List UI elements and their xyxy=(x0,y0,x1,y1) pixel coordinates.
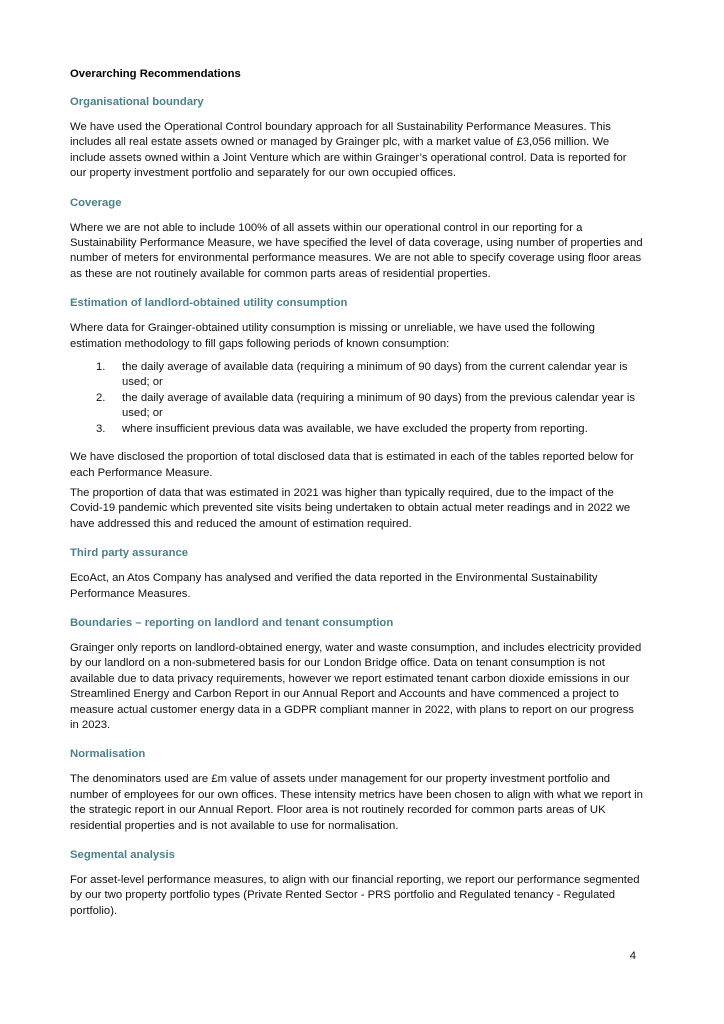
paragraph-estimation-intro: Where data for Grainger-obtained utility consumption is missing or unreliable, we have used the following estimation methodology to fill gaps following periods of known consumption: xyxy=(70,322,595,350)
list-item-text: where insufficient previous data was available, we have excluded the property from reporting. xyxy=(122,422,588,435)
heading-coverage: Coverage xyxy=(70,196,122,209)
paragraph-organisational-boundary: We have used the Operational Control boundary approach for all Sustainability Performance Measures. This includes all real estate assets owned or managed by Grainger plc, with a market value of £3,056 million. We include assets owned within a Joint Venture which are within Grainger’s operational control. Data is reported for our property investment portfolio and separately for our own occupied offices. xyxy=(70,121,627,180)
page-number: 4 xyxy=(629,950,636,962)
list-item-text: the daily average of available data (requiring a minimum of 90 days) from the previous calendar year is used; or xyxy=(122,391,636,420)
list-item-number: 1. xyxy=(96,361,106,374)
list-item-number: 2. xyxy=(96,391,106,404)
paragraph-normalisation: The denominators used are £m value of assets under management for our property investment portfolio and number of employees for our own offices. These intensity metrics have been chosen to align with what we report in the strategic report in our Annual Report. Floor area is not routinely recorded for common parts areas of UK residential properties and is not available to use for normalisation. xyxy=(70,773,643,832)
paragraph-third-party-assurance: EcoAct, an Atos Company has analysed and verified the data reported in the Environmental Sustainability Performance Measures. xyxy=(70,572,598,600)
heading-boundaries: Boundaries – reporting on landlord and tenant consumption xyxy=(70,616,394,629)
list-item xyxy=(70,422,644,437)
document-page xyxy=(70,66,644,932)
list-item-number: 3. xyxy=(96,422,106,435)
heading-normalisation: Normalisation xyxy=(70,748,146,761)
paragraph-coverage: Where we are not able to include 100% of all assets within our operational control in our reporting for a Sustainability Performance Measure, we have specified the level of data coverage, using number of properties and number of meters for environmental performance measures. We are not able to specify coverage using floor areas as these are not routinely available for common parts areas of residential properties. xyxy=(70,221,643,280)
list-item xyxy=(70,360,644,391)
heading-segmental-analysis: Segmental analysis xyxy=(70,849,175,861)
list-item xyxy=(70,391,644,422)
list-item-text: the daily average of available data (requiring a minimum of 90 days) from the current calendar year is used; or xyxy=(122,361,628,389)
paragraph-estimation-covid: The proportion of data that was estimated in 2021 was higher than typically required, due to the impact of the Covid-19 pandemic which prevented site visits being undertaken to obtain actual meter readings and in 2022 we have addressed this and reduced the amount of estimation required. xyxy=(70,486,631,530)
heading-organisational-boundary: Organisational boundary xyxy=(70,96,204,108)
paragraph-estimation-disclosure: We have disclosed the proportion of total disclosed data that is estimated in each of the tables reported below for each Performance Measure. xyxy=(70,451,634,479)
estimation-steps-list xyxy=(70,360,644,437)
heading-estimation: Estimation of landlord-obtained utility consumption xyxy=(70,297,348,310)
paragraph-boundaries: Grainger only reports on landlord-obtained energy, water and waste consumption, and includes electricity provided by our landlord on a non-submetered basis for our London Bridge office. Data on tenant consumption is not available due to data privacy requirements, however we report estimated tenant carbon dioxide emissions in our Streamlined Energy and Carbon Report in our Annual Report and Accounts and have commenced a project to measure actual customer energy data in a GDPR compliant manner in 2022, with plans to report on our progress in 2023. xyxy=(70,641,642,731)
paragraph-segmental-analysis: For asset-level performance measures, to align with our financial reporting, we report our performance segmented by our two property portfolio types (Private Rented Sector - PRS portfolio and Regulated tenancy - Regulated portfolio). xyxy=(70,874,640,917)
heading-third-party-assurance: Third party assurance xyxy=(70,547,189,560)
document-title: Overarching Recommendations xyxy=(70,68,241,80)
